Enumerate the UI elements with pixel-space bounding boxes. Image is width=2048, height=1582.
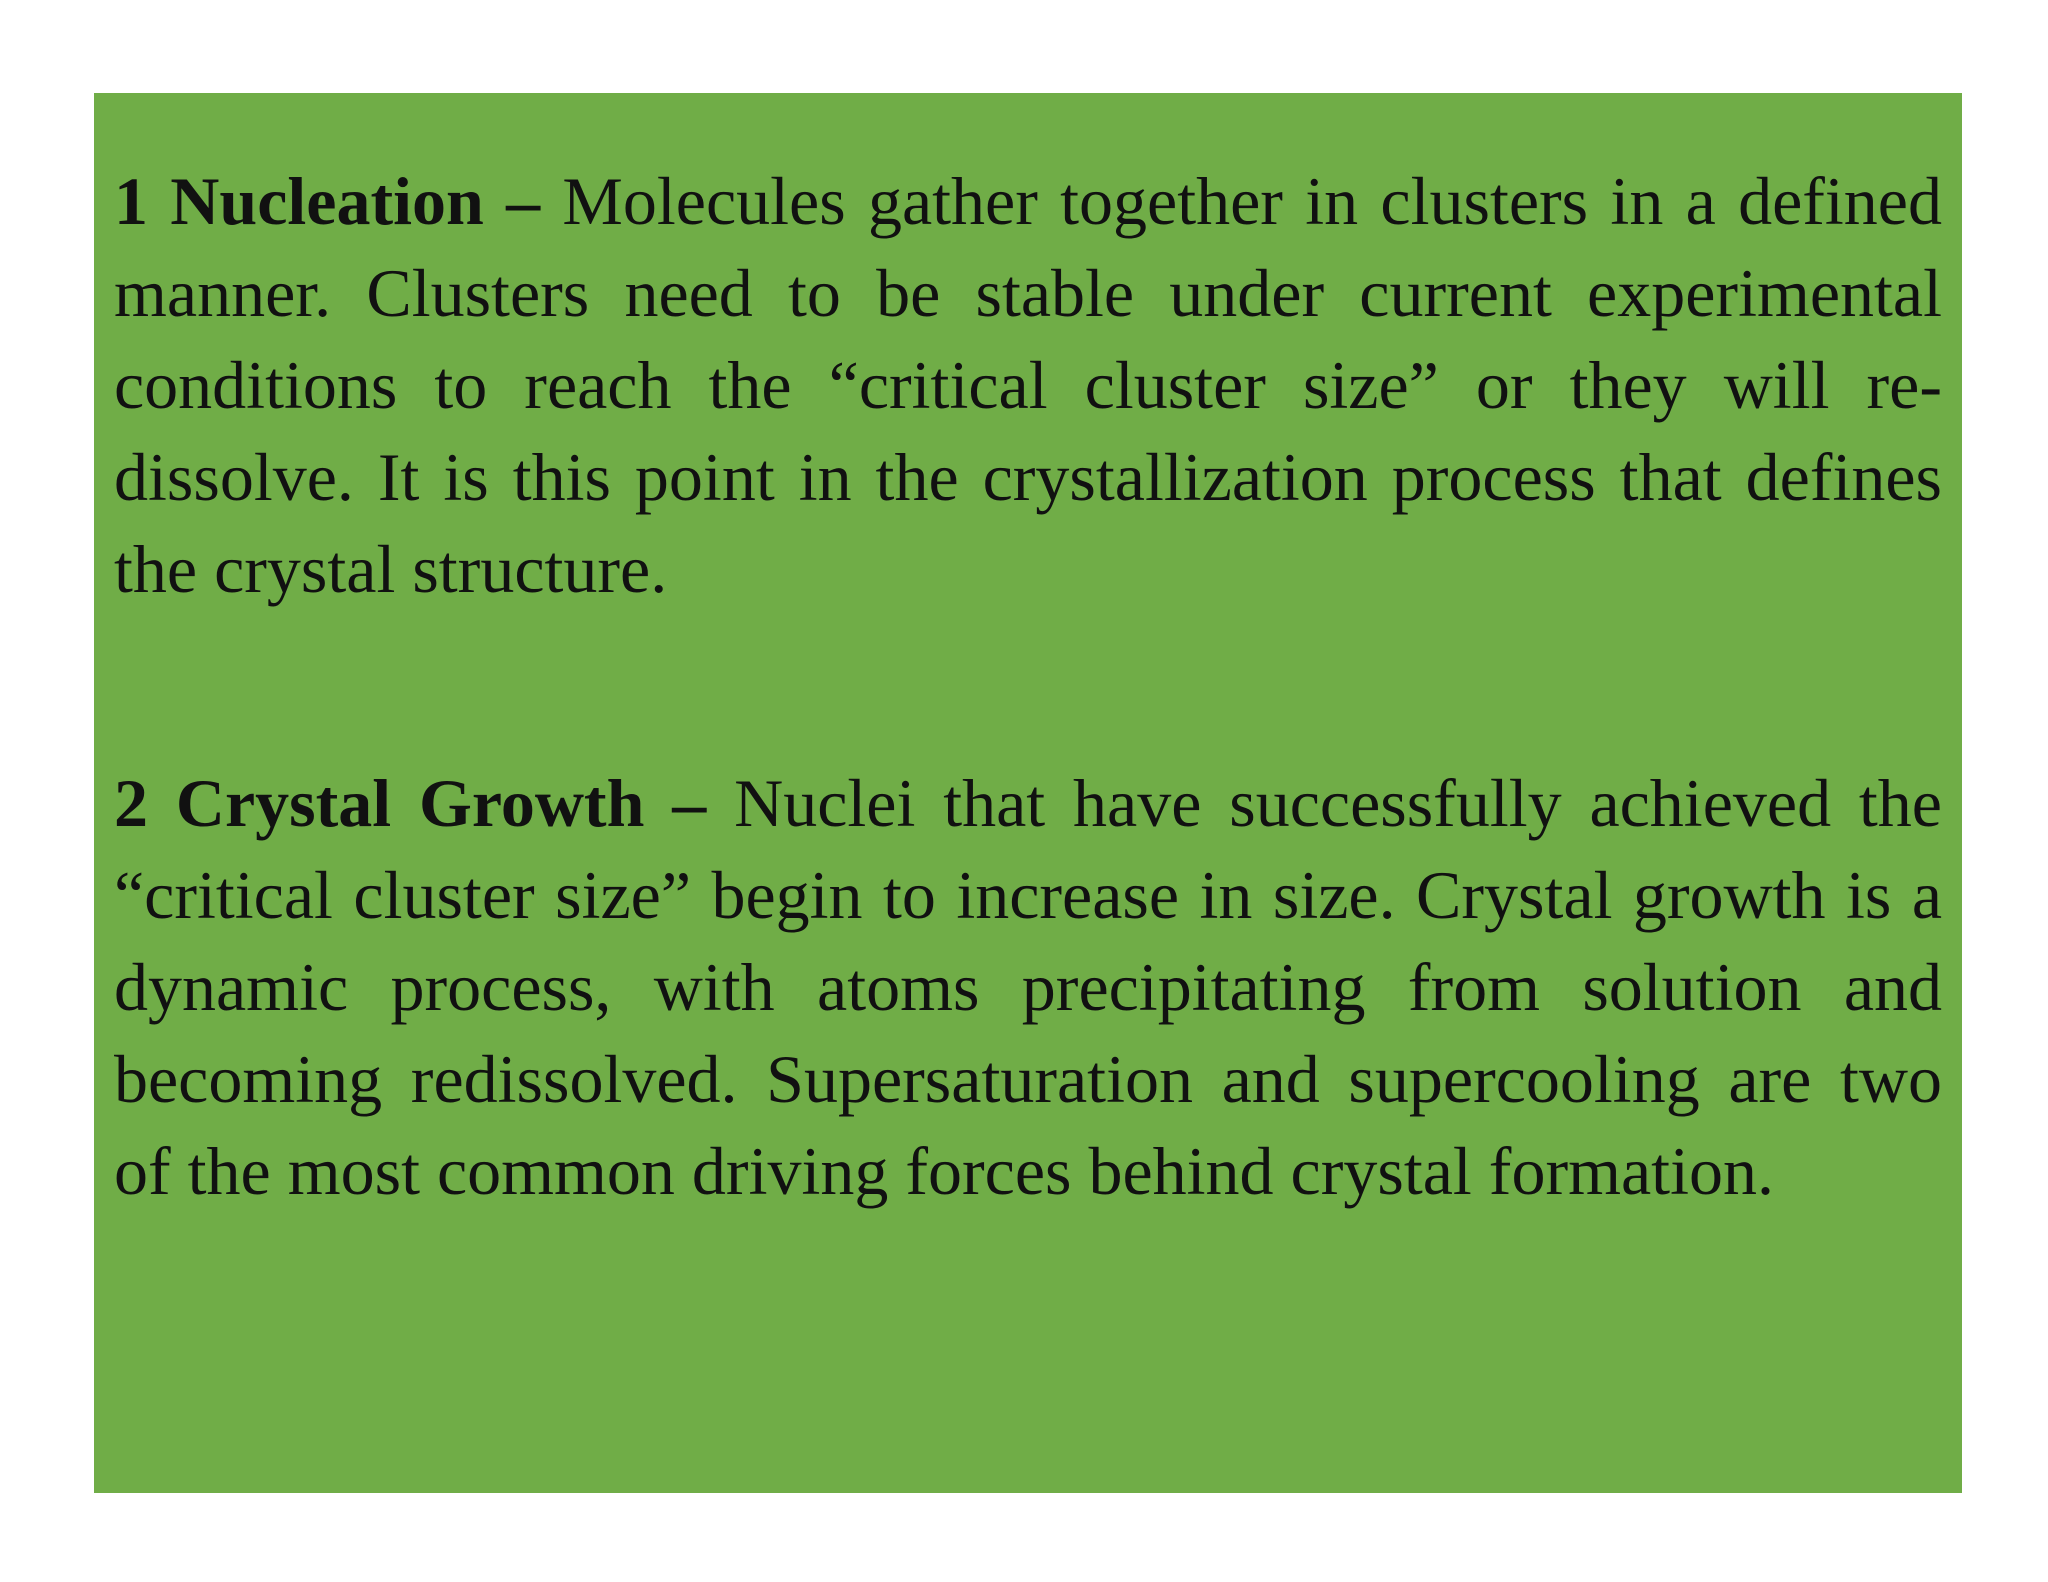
nucleation-term: 1 Nucleation –	[114, 163, 541, 239]
crystal-growth-paragraph	[114, 757, 1942, 1217]
crystal-growth-term: 2 Crystal Growth –	[114, 765, 707, 841]
nucleation-paragraph	[114, 155, 1942, 615]
content-box	[94, 93, 1962, 1493]
nucleation-description: Molecules gather together in clusters in a defined manner. Clusters need to be stable under current experimental conditions to reach the “critical cluster size” or they will re-dissolve. It is this point in the crystallization process that defines the crystal structure.	[114, 163, 1942, 607]
crystal-growth-description: Nuclei that have successfully achieved the “critical cluster size” begin to increase in size. Crystal growth is a dynamic process, with atoms precipitating from solution and becoming redissolved. Supersaturation and supercooling are two of the most common driving forces behind crystal formation.	[114, 765, 1942, 1209]
